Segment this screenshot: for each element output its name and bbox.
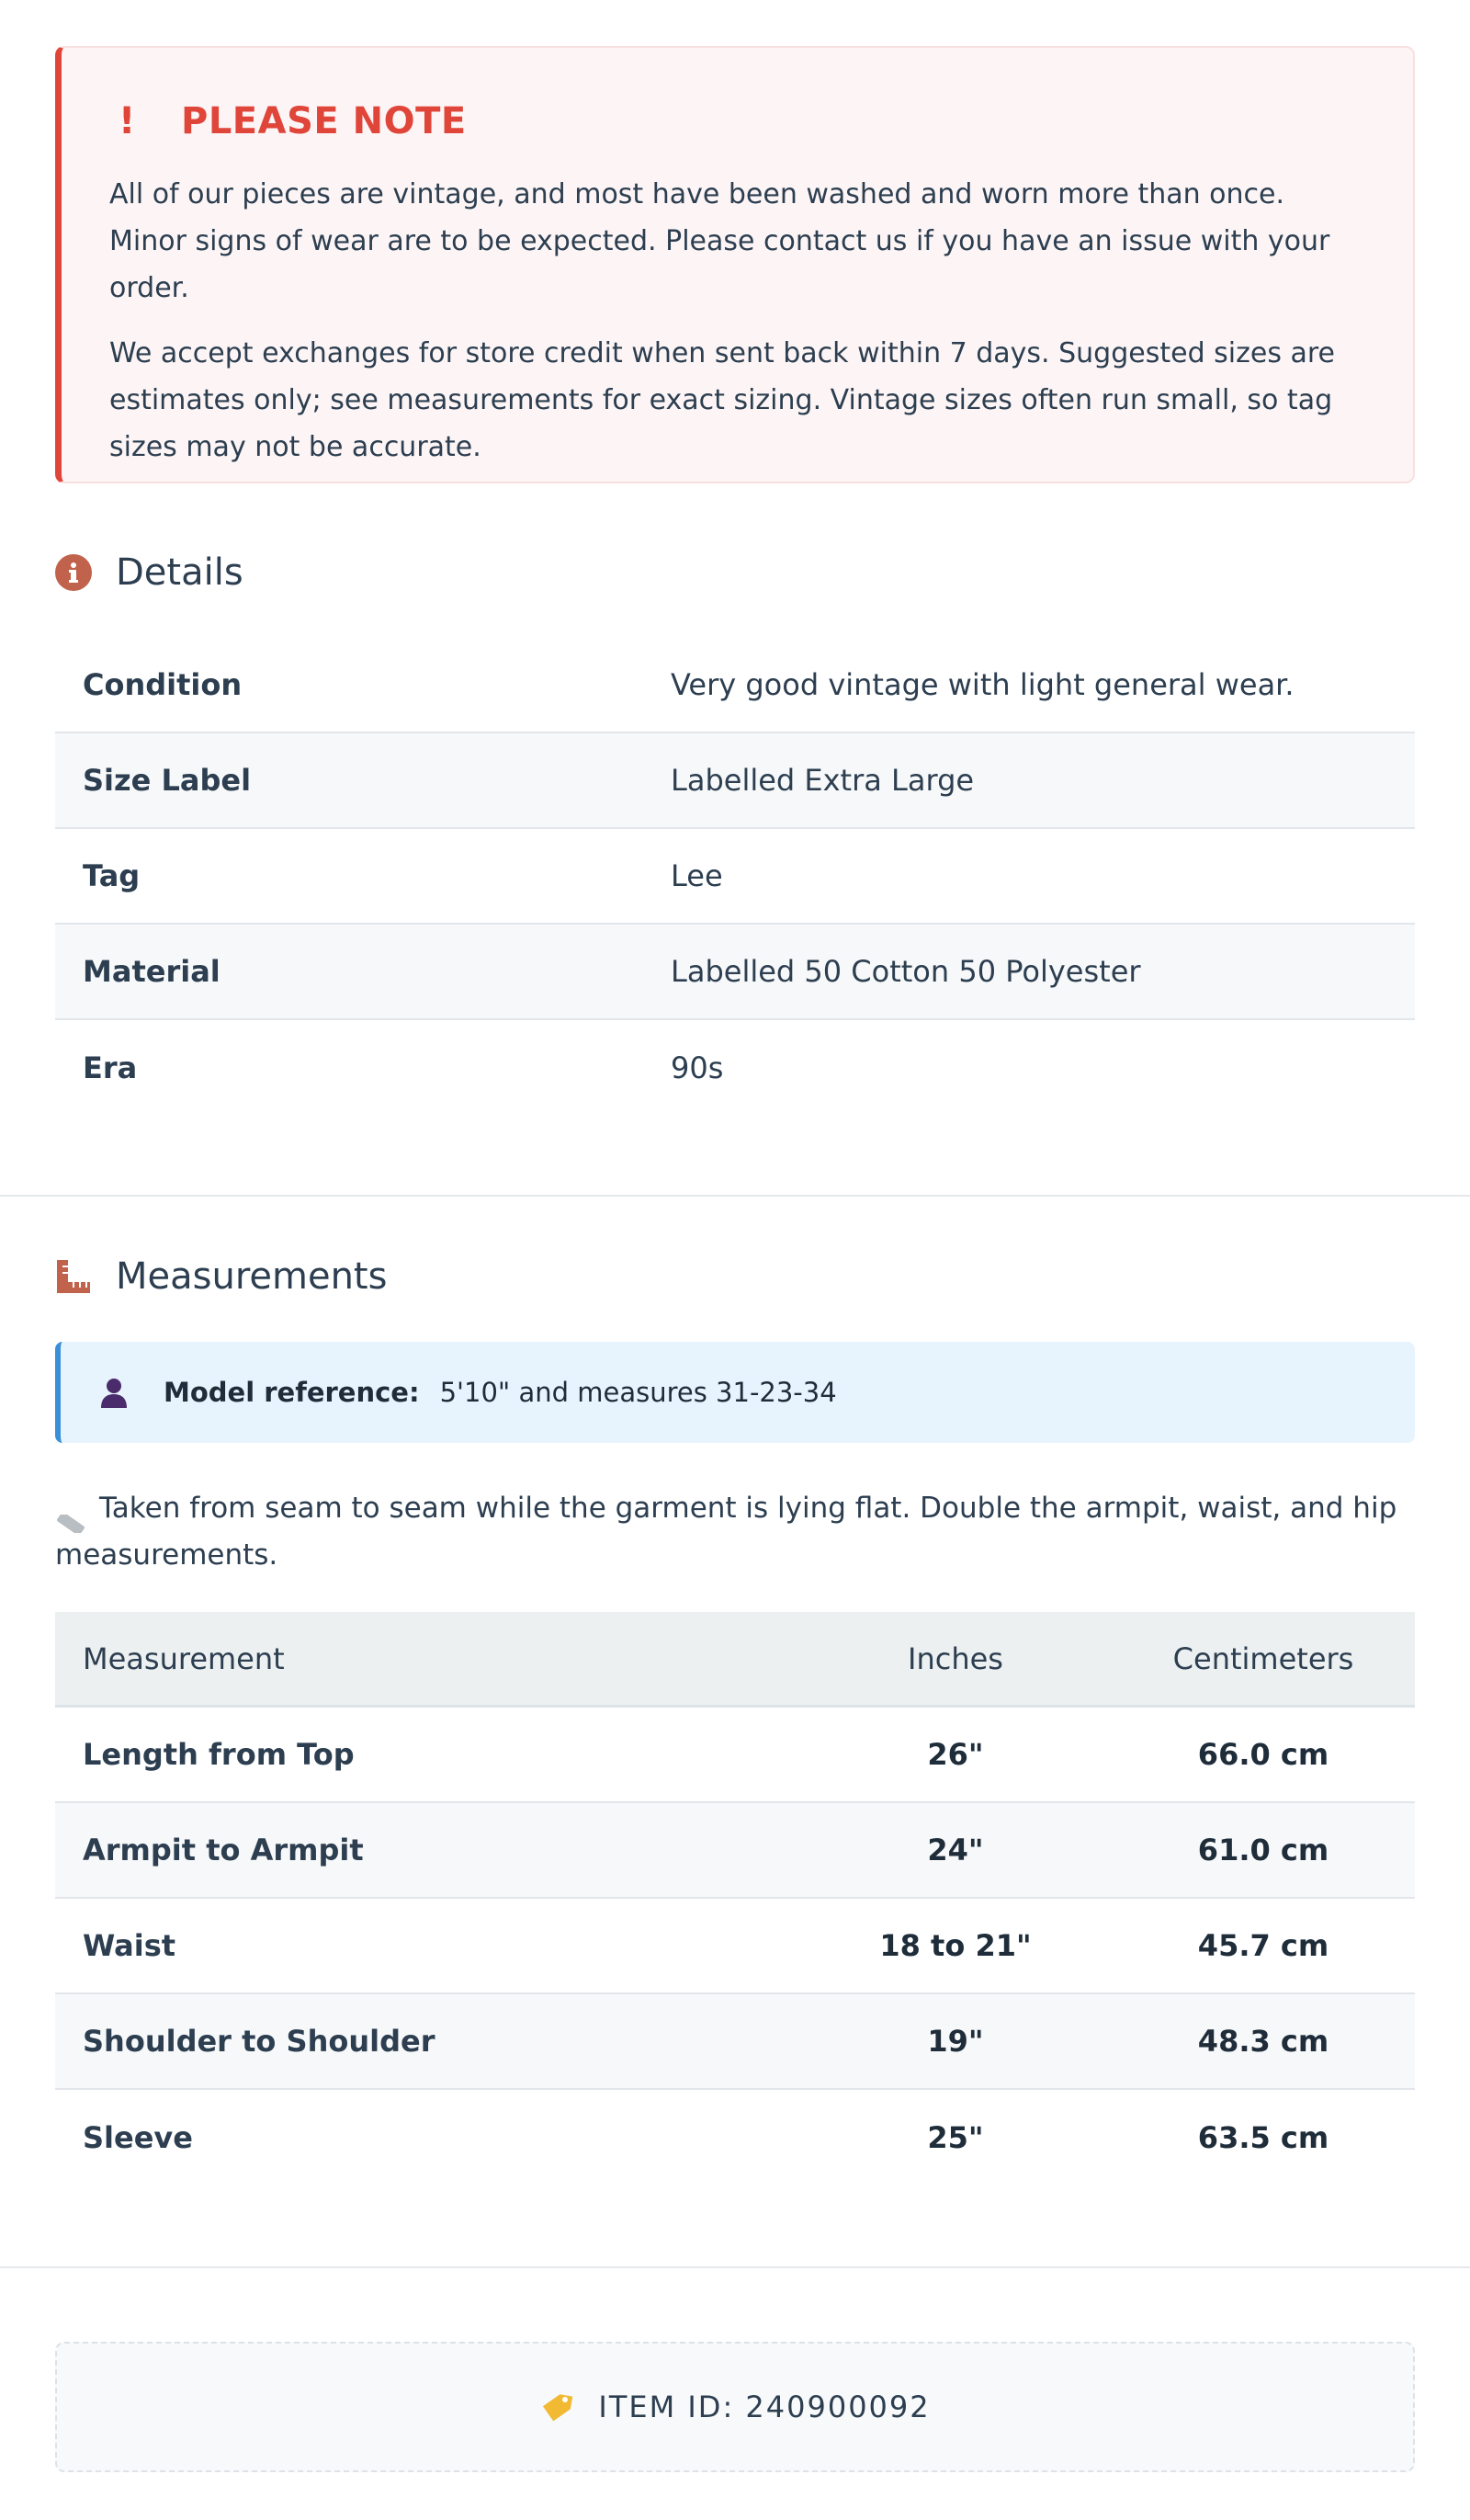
- table-row: [55, 1994, 1415, 2090]
- details-table: [55, 638, 1415, 1116]
- detail-value: Labelled Extra Large: [671, 763, 975, 798]
- measurements-header: [55, 1254, 1415, 1300]
- model-reference: [55, 1342, 1415, 1443]
- measurement-note-text: Taken from seam to seam while the garment is lying flat. Double the armpit, waist, and hip measurements.: [55, 1492, 1397, 1572]
- section-title: Details: [116, 551, 243, 594]
- detail-value: Very good vintage with light general wear.: [671, 667, 1295, 702]
- detail-label: Tag: [83, 858, 141, 893]
- table-row: [55, 1803, 1415, 1899]
- table-row: [55, 925, 1415, 1020]
- column-header: Inches: [908, 1640, 1003, 1676]
- measurement-inches: 18 to 21": [879, 1928, 1032, 1963]
- table-row: [55, 638, 1415, 733]
- measurement-note: [55, 1485, 1415, 1579]
- measurement-inches: 26": [927, 1737, 984, 1772]
- model-reference-label: Model reference:: [164, 1377, 420, 1408]
- detail-label: Era: [83, 1050, 138, 1085]
- item-id: ITEM ID: 240900092: [598, 2389, 931, 2424]
- measurement-inches: 25": [927, 2120, 984, 2155]
- table-row: [55, 1899, 1415, 1994]
- details-header: [55, 550, 1415, 596]
- detail-label: Condition: [83, 667, 243, 702]
- person-icon: [97, 1376, 130, 1409]
- section-title: Measurements: [116, 1255, 388, 1298]
- measurement-cm: 63.5 cm: [1197, 2120, 1329, 2155]
- detail-value: Labelled 50 Cotton 50 Polyester: [671, 954, 1141, 989]
- measurement-cm: 61.0 cm: [1197, 1833, 1329, 1867]
- measurement-name: Armpit to Armpit: [83, 1833, 364, 1867]
- column-header: Centimeters: [1172, 1640, 1354, 1676]
- table-row: [55, 1020, 1415, 1116]
- ruler-icon: [55, 1258, 92, 1295]
- detail-value: 90s: [671, 1050, 724, 1085]
- measurement-name: Length from Top: [83, 1737, 355, 1772]
- column-header: Measurement: [83, 1640, 285, 1676]
- measurement-name: Waist: [83, 1928, 176, 1963]
- notice-title: PLEASE NOTE: [181, 100, 467, 142]
- table-row: [55, 2090, 1415, 2185]
- measurement-name: Sleeve: [83, 2120, 193, 2155]
- table-row: [55, 829, 1415, 925]
- measurements-table: [55, 1612, 1415, 2185]
- measurement-cm: 45.7 cm: [1197, 1928, 1329, 1963]
- section-divider: [0, 1195, 1470, 1197]
- detail-label: Size Label: [83, 763, 252, 798]
- notice-header: [109, 100, 1367, 142]
- measurement-cm: 66.0 cm: [1197, 1737, 1329, 1772]
- item-id-box: [55, 2342, 1415, 2472]
- measurement-cm: 48.3 cm: [1197, 2024, 1329, 2059]
- detail-label: Material: [83, 954, 220, 989]
- measurement-name: Shoulder to Shoulder: [83, 2024, 435, 2059]
- section-divider: [0, 2266, 1470, 2268]
- tag-icon: [539, 2389, 576, 2425]
- detail-value: Lee: [671, 858, 723, 893]
- notice-paragraph: We accept exchanges for store credit when sent back within 7 days. Suggested sizes are estimates only; see measurements for exact sizing. Vintage sizes often run small, so tag sizes may not be accurate.: [109, 337, 1336, 463]
- table-row: [55, 1708, 1415, 1803]
- model-reference-value: 5'10" and measures 31-23-34: [439, 1377, 837, 1408]
- info-icon: [55, 554, 92, 591]
- measurement-inches: 24": [927, 1833, 984, 1867]
- table-row: [55, 733, 1415, 829]
- exclamation-icon: !: [119, 100, 136, 142]
- notice-paragraph: All of our pieces are vintage, and most have been washed and worn more than once. Minor signs of wear are to be expected. Please contact us if you have an issue with your order.: [109, 178, 1330, 304]
- ruler-small-icon: [55, 1501, 86, 1519]
- notice-box: [55, 46, 1415, 483]
- measurement-inches: 19": [927, 2024, 984, 2059]
- table-header-row: [55, 1612, 1415, 1708]
